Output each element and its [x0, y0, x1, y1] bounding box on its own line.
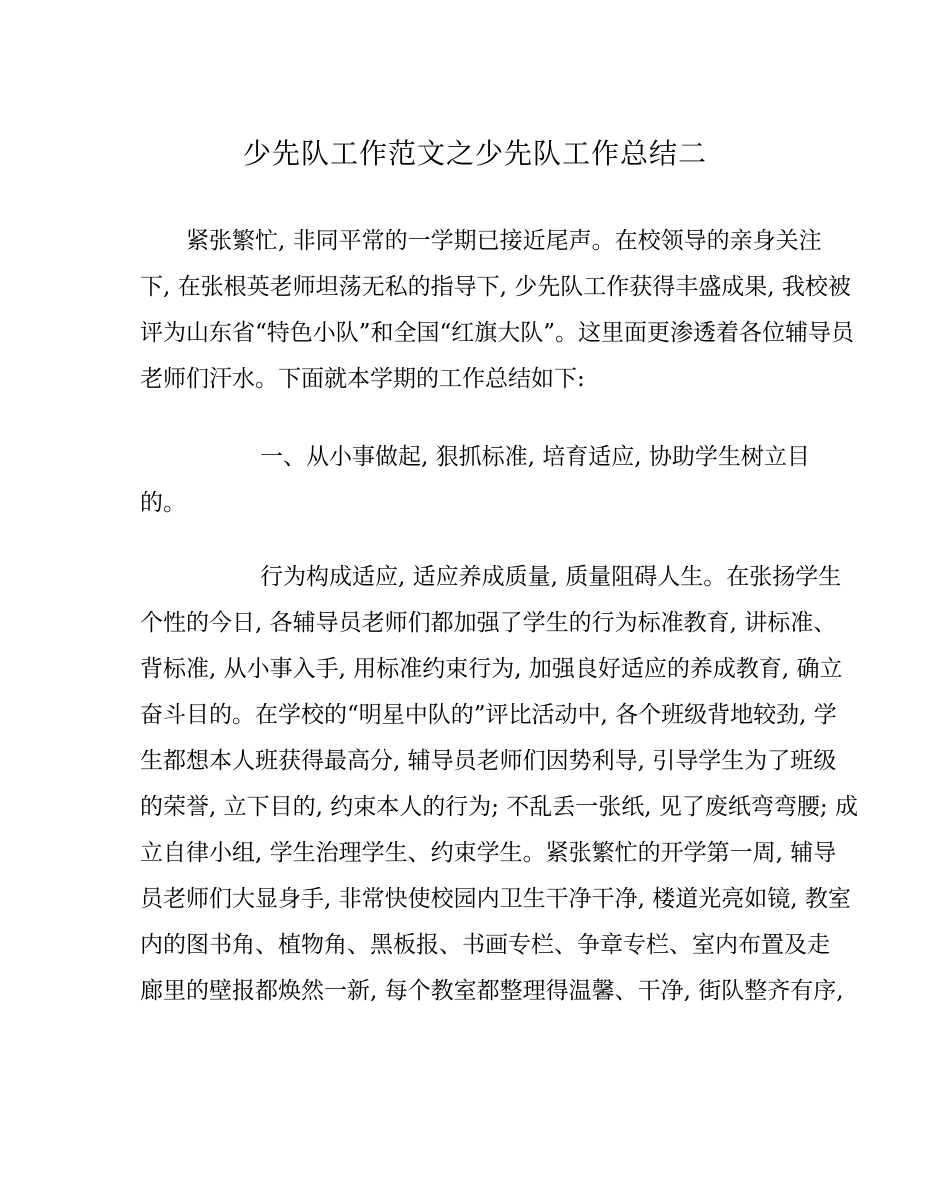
heading-line: 的。: [140, 490, 186, 516]
paragraph-line: 立自律小组, 学生治理学生、约束学生。紧张繁忙的开学第一周, 辅导: [140, 840, 837, 866]
heading-line: 一、从小事做起, 狠抓标准, 培育适应, 协助学生树立目: [260, 444, 810, 470]
paragraph-line: 评为山东省“特色小队”和全国“红旗大队”。这里面更渗透着各位辅导员: [140, 320, 855, 346]
intro-paragraph: [140, 218, 855, 402]
paragraph-line: 奋斗目的。在学校的“明星中队的”评比活动中, 各个班级背地较劲, 学: [140, 702, 837, 728]
paragraph-line: 行为构成适应, 适应养成质量, 质量阻碍人生。在张扬学生: [260, 564, 842, 590]
paragraph-line: 老师们汗水。下面就本学期的工作总结如下:: [140, 366, 585, 392]
paragraph-line: 下, 在张根英老师坦荡无私的指导下, 少先队工作获得丰盛成果, 我校被: [140, 274, 851, 300]
paragraph-line: 员老师们大显身手, 非常快使校园内卫生干净干净, 楼道光亮如镜, 教室: [140, 886, 851, 912]
section-paragraph: [140, 554, 858, 1014]
paragraph-line: 紧张繁忙, 非同平常的一学期已接近尾声。在校领导的亲身关注: [186, 228, 822, 254]
paragraph-line: 内的图书角、植物角、黑板报、书画专栏、争章专栏、室内布置及走: [140, 932, 830, 958]
paragraph-line: 廊里的壁报都焕然一新, 每个教室都整理得温馨、干净, 街队整齐有序,: [140, 978, 844, 1004]
document-title: 少先队工作范文之少先队工作总结二: [242, 137, 707, 170]
paragraph-line: 的荣誉, 立下目的, 约束本人的行为; 不乱丢一张纸, 见了废纸弯弯腰; 成: [140, 794, 858, 820]
paragraph-line: 生都想本人班获得最高分, 辅导员老师们因势利导, 引导学生为了班级: [140, 748, 837, 774]
paragraph-line: 个性的今日, 各辅导员老师们都加强了学生的行为标准教育, 讲标准、: [140, 610, 837, 636]
paragraph-line: 背标准, 从小事入手, 用标准约束行为, 加强良好适应的养成教育, 确立: [140, 656, 843, 682]
section-heading: [140, 434, 820, 526]
